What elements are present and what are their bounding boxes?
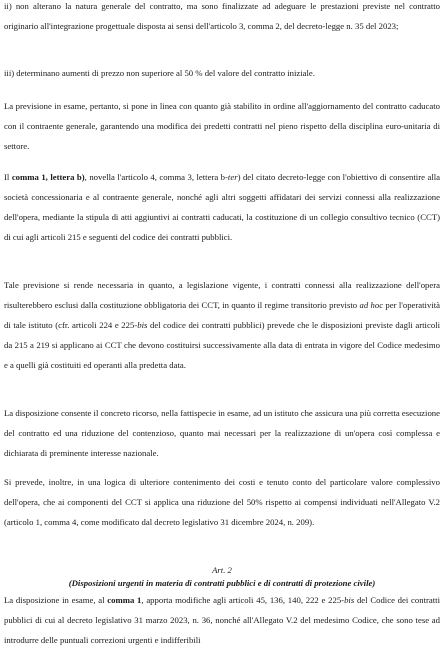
bold-reference: comma 1 bbox=[107, 595, 142, 605]
article-number: Art. 2 bbox=[212, 565, 232, 575]
paragraph-item-iii: iii) determinano aumenti di prezzo non superiore al 50 % del valore del contratto iniziale. bbox=[4, 68, 315, 78]
paragraph-disposizione: La disposizione consente il concreto ricorso, nella fattispecie in esame, ad un istituto che assicura una più corretta esecuzione del contratto ed una riduzione del contenzioso, quanto mai necessari per la realizzazione di un'opera così complessa e dichiarata di preminente interesse nazionale. bbox=[4, 408, 440, 458]
text: Tale previsione si rende necessaria in quanto, a legislazione vigente, i contratti connessi alla realizzazione dell'opera risulterebbero esclusi dalla costituzione obbligatoria dei CCT, in quanto il regime transitorio previsto bbox=[4, 280, 440, 310]
italic-term: bis bbox=[137, 320, 148, 330]
italic-term: ad hoc bbox=[359, 300, 384, 310]
article-heading bbox=[4, 564, 440, 589]
paragraph-item-ii: ii) non alterano la natura generale del contratto, ma sono finalizzate ad adeguare le prestazioni previste nel contratto originario all'integrazione progettuale disposta ai sensi dell'articolo 3, comma 2, del decreto-legge n. 35 del 2023; bbox=[4, 1, 440, 31]
paragraph-previsione: La previsione in esame, pertanto, si pone in linea con quanto già stabilito in ordine all'aggiornamento del contratto caducato con il contraente generale, garantendo una modifica dei predetti contratti nel pieno rispetto della disciplina euro-unitaria di settore. bbox=[4, 101, 440, 151]
text: , apporta modifiche agli articoli 45, 136, 140, 222 e 225- bbox=[141, 595, 345, 605]
paragraph-art-2-comma-1 bbox=[4, 590, 440, 650]
paragraph-si-prevede: Si prevede, inoltre, in una logica di ulteriore contenimento dei costi e tenuto conto del particolare valore complessivo dell'opera, che ai componenti del CCT si applica una riduzione del 50% rispetto ai compensi individuati nell'Allegato V.2 (articolo 1, comma 4, come modificato dal decreto legislativo 31 dicembre 2024, n. 209). bbox=[4, 477, 440, 527]
italic-term: ter bbox=[227, 172, 238, 182]
paragraph-tale-previsione bbox=[4, 275, 440, 375]
text: ) del citato decreto-legge con l'obiettivo di consentire alla società concessionaria e al contraente generale, nonché agli altri soggetti affidatari dei servizi connessi alla realizzazione dell'opera, mediante la stipula di atti aggiuntivi ai contratti caducati, la costituzione di un collegio consultivo tecnico (CCT) di cui agli articoli 215 e seguenti del codice dei contratti pubblici. bbox=[4, 172, 441, 242]
text: La disposizione in esame, al bbox=[4, 595, 108, 605]
article-title: (Disposizioni urgenti in materia di contratti pubblici e di contratti di protezione civile) bbox=[68, 577, 376, 588]
text: per l'operatività di tale istituto (cfr. articoli 224 e 225- bbox=[4, 300, 440, 330]
text: del codice dei contratti pubblici) prevede che le disposizioni previste dagli articoli da 215 a 219 si applicano ai CCT che devono costituirsi successivamente alla data di entrata in vigore del Codice medesimo e a quelli già costituiti ed operanti alla predetta data. bbox=[4, 320, 440, 370]
italic-term: bis bbox=[344, 595, 355, 605]
text: del Codice dei contratti pubblici di cui al decreto legislativo 31 marzo 2023, n. 36, nonché all'Allegato V.2 del medesimo Codice, che sono tese ad introdurre delle puntuali correzioni urgenti e indifferibili bbox=[4, 595, 440, 645]
text: , novella l'articolo 4, comma 3, lettera b- bbox=[84, 172, 228, 182]
text: Il bbox=[4, 172, 12, 182]
bold-reference: comma 1, lettera b) bbox=[11, 172, 85, 182]
paragraph-comma-1-lettera-b bbox=[4, 167, 440, 247]
